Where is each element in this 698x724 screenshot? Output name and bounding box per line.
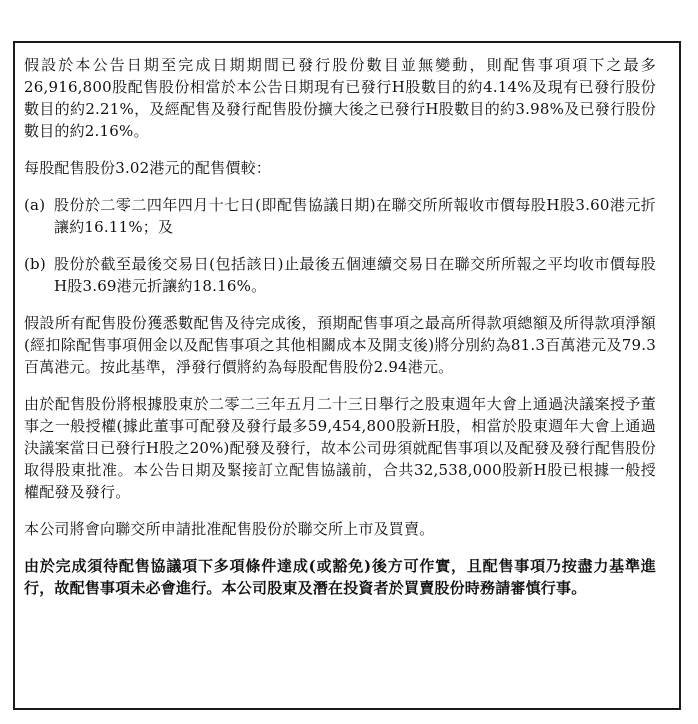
paragraph-general-mandate: 由於配售股份將根據股東於二零二三年五月二十三日舉行之股東週年大會上通過決議案授予董事之一般授權(據此董事可配發及發行最多59,454,800股新H股，相當於股東週年大會上通過決議案當日已發行H股之20%)配發及發行，故本公司毋須就配售事項以及配發及發行配售股份取得股東批准。本公告日期及緊接訂立配售協議前，合共32,538,000股新H股已根據一般授權配發及發行。 [24, 395, 656, 501]
paragraph-proceeds: 假設所有配售股份獲悉數配售及待完成後，預期配售事項之最高所得款項總額及所得款項淨額(經扣除配售事項佣金以及配售事項之其他相關成本及開支後)將分別約為81.3百萬港元及79.3百萬港元。按此基準，淨發行價將約為每股配售股份2.94港元。 [24, 314, 656, 376]
paragraph-warning: 由於完成須待配售協議項下多項條件達成(或豁免)後方可作實，且配售事項乃按盡力基準進行，故配售事項未必會進行。本公司股東及潛在投資者於買賣股份時務請審慎行事。 [24, 557, 656, 597]
paragraph-placing-price-intro: 每股配售股份3.02港元的配售價較： [24, 159, 271, 177]
list-item-b [24, 253, 656, 297]
paragraph-listing-application: 本公司將會向聯交所申請批准配售股份於聯交所上市及買賣。 [24, 520, 435, 538]
list-item-a-text: 股份於二零二四年四月十七日(即配售協議日期)在聯交所所報收市價每股H股3.60港元折讓約16.11%；及 [54, 196, 656, 236]
paragraph-share-percentage: 假設於本公告日期至完成日期期間已發行股份數目並無變動，則配售事項項下之最多26,916,800股配售股份相當於本公告日期現有已發行H股數目的約4.14%及現有已發行股份數目的約2.21%，及經配售及發行配售股份擴大後之已發行H股數目的約3.98%及已發行股份數目的約2.16%。 [24, 56, 656, 140]
document-body [24, 54, 656, 614]
list-item-b-text: 股份於截至最後交易日(包括該日)止最後五個連續交易日在聯交所所報之平均收市價每股H股3.69港元折讓約18.16%。 [54, 255, 656, 295]
list-item-a-label: (a) [24, 196, 46, 214]
list-item-a [24, 194, 656, 238]
list-item-b-label: (b) [24, 255, 46, 273]
